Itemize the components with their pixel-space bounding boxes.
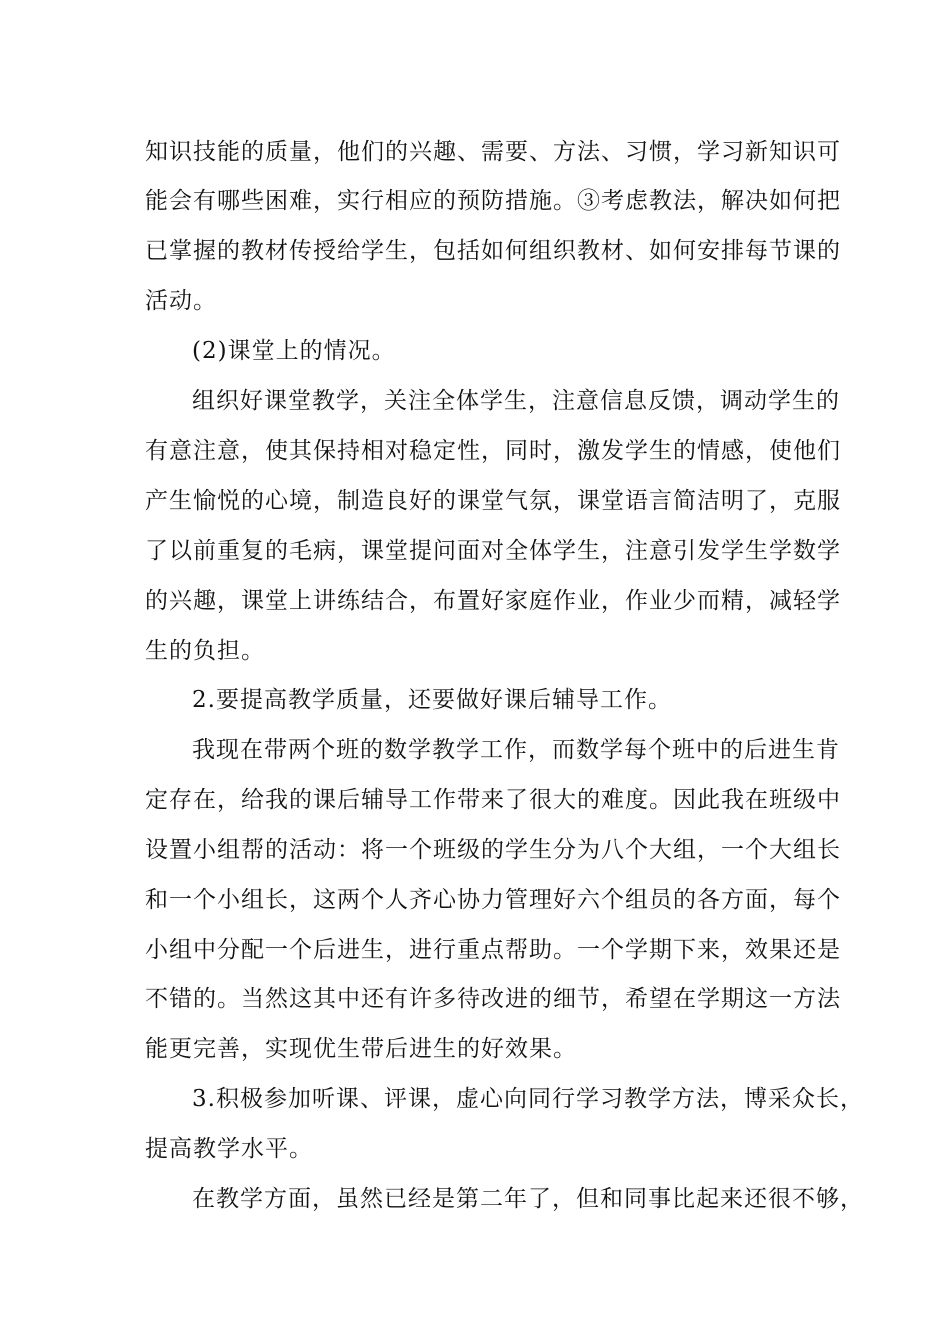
text-line: 设置小组帮的活动：将一个班级的学生分为八个大组，一个大组长 [145, 837, 841, 863]
subheading: (2)课堂上的情况。 [192, 338, 396, 364]
text-line: 的兴趣，课堂上讲练结合，布置好家庭作业，作业少而精，减轻学 [145, 588, 841, 614]
text-line: 了以前重复的毛病，课堂提问面对全体学生，注意引发学生学数学 [145, 538, 841, 564]
paragraph-start: 在教学方面，虽然已经是第二年了，但和同事比起来还很不够， [192, 1186, 864, 1212]
text-line: 生的负担。 [145, 638, 265, 664]
text-line: 能更完善，实现优生带后进生的好效果。 [145, 1036, 577, 1062]
paragraph-start: 我现在带两个班的数学教学工作，而数学每个班中的后进生肯 [192, 737, 840, 763]
section-heading: 3.积极参加听课、评课，虚心向同行学习教学方法，博采众长， [192, 1086, 864, 1112]
text-line: 产生愉悦的心境，制造良好的课堂气氛，课堂语言简洁明了，克服 [145, 488, 841, 514]
text-line: 小组中分配一个后进生，进行重点帮助。一个学期下来，效果还是 [145, 937, 841, 963]
text-line: 知识技能的质量，他们的兴趣、需要、方法、习惯，学习新知识可 [145, 139, 841, 165]
text-line: 不错的。当然这其中还有许多待改进的细节，希望在学期这一方法 [145, 986, 841, 1012]
paragraph-start: 组织好课堂教学，关注全体学生，注意信息反馈，调动学生的 [192, 388, 840, 414]
text-line: 能会有哪些困难，实行相应的预防措施。③考虑教法，解决如何把 [145, 188, 841, 214]
text-line: 定存在，给我的课后辅导工作带来了很大的难度。因此我在班级中 [145, 787, 841, 813]
text-line: 有意注意，使其保持相对稳定性，同时，激发学生的情感，使他们 [145, 438, 841, 464]
text-line: 提高教学水平。 [145, 1136, 313, 1162]
section-heading: 2.要提高教学质量，还要做好课后辅导工作。 [192, 687, 672, 713]
text-line: 活动。 [145, 288, 217, 314]
text-line: 已掌握的教材传授给学生，包括如何组织教材、如何安排每节课的 [145, 238, 841, 264]
text-line: 和一个小组长，这两个人齐心协力管理好六个组员的各方面，每个 [145, 887, 841, 913]
